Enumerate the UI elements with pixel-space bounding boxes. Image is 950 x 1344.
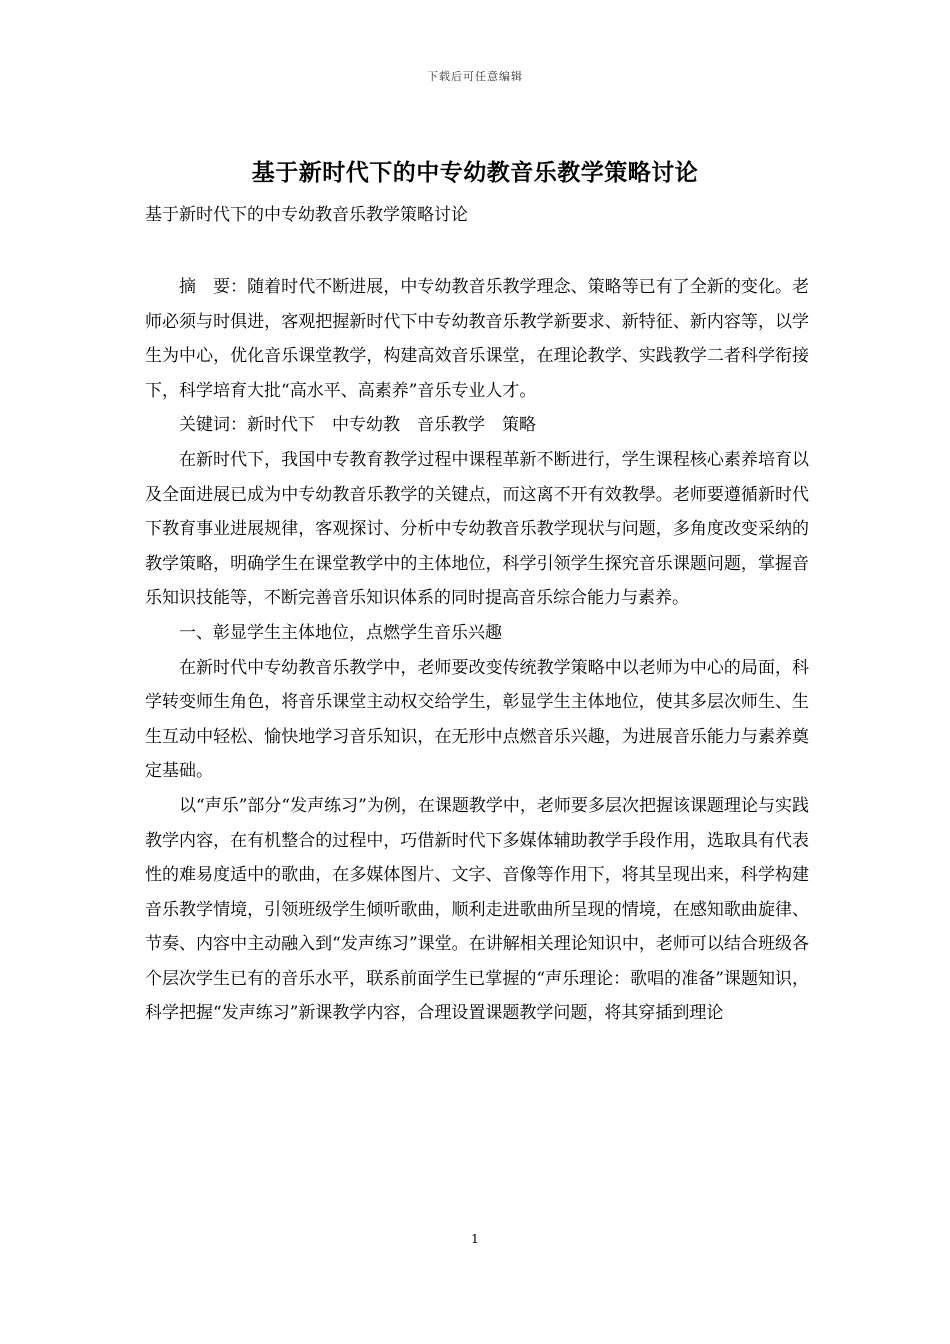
keywords-line: 关键词：新时代下 中专幼教 音乐教学 策略: [179, 415, 536, 436]
body-paragraph: 在新时代中专幼教音乐教学中，老师要改变传统教学策略中以老师为中心的局面，科学转变师生角色，将音乐课堂主动权交给学生，彰显学生主体地位，使其多层次师生、生生互动中轻松、愉快地学习音乐知识，在无形中点燃音乐兴趣，为进展音乐能力与素养奠定基础。: [145, 657, 809, 782]
section-heading: 一、彰显学生主体地位，点燃学生音乐兴趣: [179, 622, 502, 643]
abstract-paragraph: 摘 要：随着时代不断进展，中专幼教音乐教学理念、策略等已有了全新的变化。老师必须与时俱进，客观把握新时代下中专幼教音乐教学新要求、新特征、新内容等，以学生为中心，优化音乐课堂教学，构建高效音乐课堂，在理论教学、实践教学二者科学衔接下，科学培育大批“高水平、高素养”音乐专业人才。: [145, 277, 809, 401]
header-note: 下载后可任意编辑: [427, 70, 523, 83]
body-paragraph: 在新时代下，我国中专教育教学过程中课程革新不断进行，学生课程核心素养培育以及全面进展已成为中专幼教音乐教学的关键点，而这离不开有效教學。老师要遵循新时代下教育事业进展规律，客观探讨、分析中专幼教音乐教学现状与问题，多角度改变采纳的教学策略，明确学生在课堂教学中的主体地位，科学引领学生探究音乐课题问题，掌握音乐知识技能等，不断完善音乐知识体系的同时提高音乐综合能力与素养。: [145, 449, 809, 609]
document-body: [145, 270, 809, 1031]
page-number: 1: [471, 1232, 479, 1246]
document-subtitle: 基于新时代下的中专幼教音乐教学策略讨论: [145, 205, 468, 225]
body-paragraph: 以“声乐”部分“发声练习”为例，在课题教学中，老师要多层次把握该课题理论与实践教学内容，在有机整合的过程中，巧借新时代下多媒体辅助教学手段作用，选取具有代表性的难易度适中的歌曲，在多媒体图片、文字、音像等作用下，将其呈现出来，科学构建音乐教学情境，引领班级学生倾听歌曲，顺利走进歌曲所呈现的情境，在感知歌曲旋律、节奏、内容中主动融入到“发声练习”课堂。在讲解相关理论知识中，老师可以结合班级各个层次学生已有的音乐水平，联系前面学生已掌握的“声乐理论：歌唱的准备”课题知识，科学把握“发声练习”新课教学内容，合理设置课题教学问题，将其穿插到理论: [145, 795, 809, 1024]
document-title: 基于新时代下的中专幼教音乐教学策略讨论: [251, 159, 699, 186]
